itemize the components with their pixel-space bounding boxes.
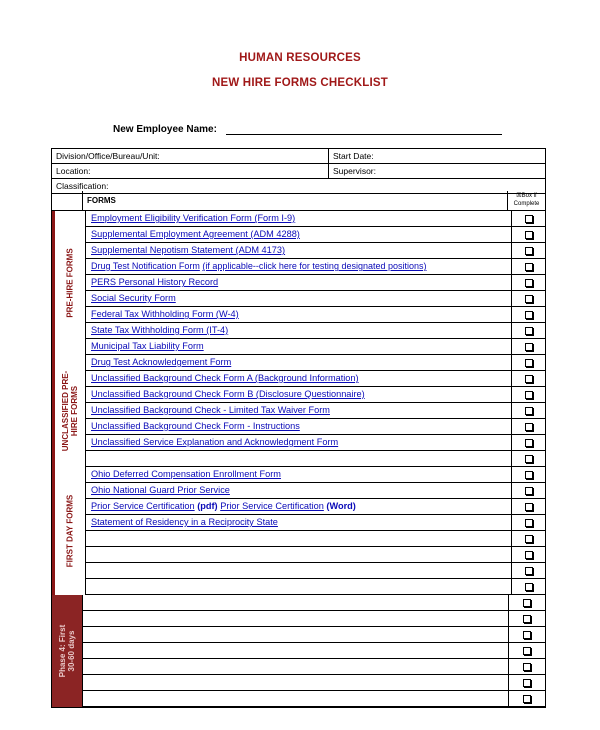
- complete-checkbox[interactable]: [525, 583, 533, 591]
- complete-checkbox[interactable]: [525, 247, 533, 255]
- table-row: [86, 563, 545, 579]
- complete-checkbox[interactable]: [525, 423, 533, 431]
- table-row: [83, 627, 545, 643]
- form-link[interactable]: Unclassified Background Check Form B (Disclosure Questionnaire): [91, 389, 365, 399]
- complete-checkbox[interactable]: [525, 359, 533, 367]
- complete-checkbox[interactable]: [525, 503, 533, 511]
- complete-checkbox[interactable]: [523, 615, 531, 623]
- table-row: [86, 371, 545, 387]
- complete-checkbox[interactable]: [525, 391, 533, 399]
- complete-checkbox[interactable]: [525, 455, 533, 463]
- complete-checkbox[interactable]: [525, 567, 533, 575]
- complete-checkbox[interactable]: [525, 327, 533, 335]
- complete-checkbox[interactable]: [525, 231, 533, 239]
- form-link[interactable]: Unclassified Background Check - Limited Tax Waiver Form: [91, 405, 330, 415]
- form-link[interactable]: Ohio Deferred Compensation Enrollment Form: [91, 469, 281, 479]
- table-row: [86, 579, 545, 595]
- info-row: [52, 164, 545, 179]
- table-row: [86, 499, 545, 515]
- table-row: [86, 467, 545, 483]
- page-title: HUMAN RESOURCES: [239, 52, 361, 64]
- complete-checkbox[interactable]: [525, 487, 533, 495]
- complete-checkbox[interactable]: [523, 679, 531, 687]
- complete-checkbox[interactable]: [525, 279, 533, 287]
- location-field[interactable]: Location:: [52, 164, 329, 178]
- complete-checkbox[interactable]: [525, 535, 533, 543]
- classification-field[interactable]: Classification:: [56, 181, 109, 191]
- table-row: [86, 515, 545, 531]
- table-row: [86, 211, 545, 227]
- page-subtitle: NEW HIRE FORMS CHECKLIST: [211, 77, 389, 89]
- table-row: [86, 259, 545, 275]
- form-link[interactable]: Unclassified Background Check Form A (Background Information): [91, 373, 359, 383]
- section-label-pre-hire: PRE-HIRE FORMS: [52, 211, 86, 355]
- word-link[interactable]: (Word): [326, 501, 356, 511]
- table-row: [86, 483, 545, 499]
- form-link[interactable]: Supplemental Nepotism Statement (ADM 4173): [91, 245, 286, 255]
- complete-checkbox[interactable]: [525, 343, 533, 351]
- table-row: [86, 243, 545, 259]
- table-row: [86, 451, 545, 467]
- table-row: [83, 659, 545, 675]
- forms-column-header: FORMS: [83, 191, 508, 210]
- form-link[interactable]: Unclassified Background Check Form - Instructions: [91, 421, 300, 431]
- complete-checkbox[interactable]: [525, 551, 533, 559]
- form-link[interactable]: Federal Tax Withholding Form (W-4): [91, 309, 239, 319]
- table-row: [83, 691, 545, 707]
- section-label-unclassified: UNCLASSIFIED PRE- HIRE FORMS: [52, 355, 86, 467]
- employee-info-table: [51, 148, 546, 194]
- table-row: [86, 419, 545, 435]
- forms-header-row: [52, 191, 545, 211]
- supervisor-field[interactable]: Supervisor:: [333, 166, 376, 176]
- form-link[interactable]: Ohio National Guard Prior Service: [91, 485, 230, 495]
- complete-checkbox[interactable]: [525, 375, 533, 383]
- form-link[interactable]: Drug Test Acknowledgement Form: [91, 357, 232, 367]
- testing-positions-link[interactable]: (if applicable--click here for testing designated positions): [202, 261, 427, 271]
- form-link[interactable]: Municipal Tax Liability Form: [91, 341, 204, 351]
- complete-checkbox[interactable]: [525, 311, 533, 319]
- section-first-day: [52, 467, 545, 595]
- table-row: [83, 675, 545, 691]
- form-link[interactable]: Drug Test Notification Form: [91, 261, 200, 271]
- table-row: [86, 339, 545, 355]
- section-phase-4: [52, 595, 545, 707]
- info-row: [52, 149, 545, 164]
- complete-checkbox[interactable]: [523, 599, 531, 607]
- table-row: [83, 611, 545, 627]
- form-link[interactable]: Supplemental Employment Agreement (ADM 4288): [91, 229, 300, 239]
- complete-checkbox[interactable]: [523, 663, 531, 671]
- section-label-first-day: FIRST DAY FORMS: [52, 467, 86, 595]
- form-link[interactable]: Prior Service Certification: [91, 501, 195, 511]
- form-link[interactable]: Social Security Form: [91, 293, 176, 303]
- table-row: [83, 643, 545, 659]
- complete-checkbox[interactable]: [523, 647, 531, 655]
- division-field[interactable]: Division/Office/Bureau/Unit:: [52, 149, 329, 163]
- table-row: [86, 531, 545, 547]
- table-row: [86, 435, 545, 451]
- complete-checkbox[interactable]: [525, 215, 533, 223]
- forms-table: [51, 191, 546, 708]
- complete-column-header: ☒Box if Complete: [513, 193, 540, 207]
- employee-name-label: New Employee Name:: [113, 124, 217, 135]
- section-unclassified: [52, 355, 545, 467]
- complete-checkbox[interactable]: [525, 519, 533, 527]
- form-link[interactable]: Statement of Residency in a Reciprocity State: [91, 517, 278, 527]
- table-row: [83, 595, 545, 611]
- complete-checkbox[interactable]: [525, 471, 533, 479]
- section-label-phase-4: Phase 4: First 30-60 days: [52, 595, 83, 707]
- complete-checkbox[interactable]: [525, 295, 533, 303]
- complete-checkbox[interactable]: [525, 263, 533, 271]
- table-row: [86, 403, 545, 419]
- form-link[interactable]: Employment Eligibility Verification Form (Form I-9): [91, 213, 296, 223]
- table-row: [86, 307, 545, 323]
- form-link[interactable]: Prior Service Certification: [220, 501, 324, 511]
- form-link[interactable]: Unclassified Service Explanation and Acknowledgment Form: [91, 437, 339, 447]
- pdf-link[interactable]: (pdf): [197, 501, 218, 511]
- table-row: [86, 275, 545, 291]
- complete-checkbox[interactable]: [523, 631, 531, 639]
- start-date-field[interactable]: Start Date:: [333, 151, 374, 161]
- complete-checkbox[interactable]: [525, 407, 533, 415]
- table-row: [86, 547, 545, 563]
- complete-checkbox[interactable]: [523, 695, 531, 703]
- table-row: [86, 291, 545, 307]
- complete-checkbox[interactable]: [525, 439, 533, 447]
- section-pre-hire: [52, 211, 545, 355]
- table-row: [86, 323, 545, 339]
- form-link[interactable]: State Tax Withholding Form (IT-4): [91, 325, 229, 335]
- table-row: [86, 355, 545, 371]
- employee-name-field[interactable]: [226, 134, 502, 135]
- form-link[interactable]: PERS Personal History Record: [91, 277, 219, 287]
- table-row: [86, 227, 545, 243]
- table-row: [86, 387, 545, 403]
